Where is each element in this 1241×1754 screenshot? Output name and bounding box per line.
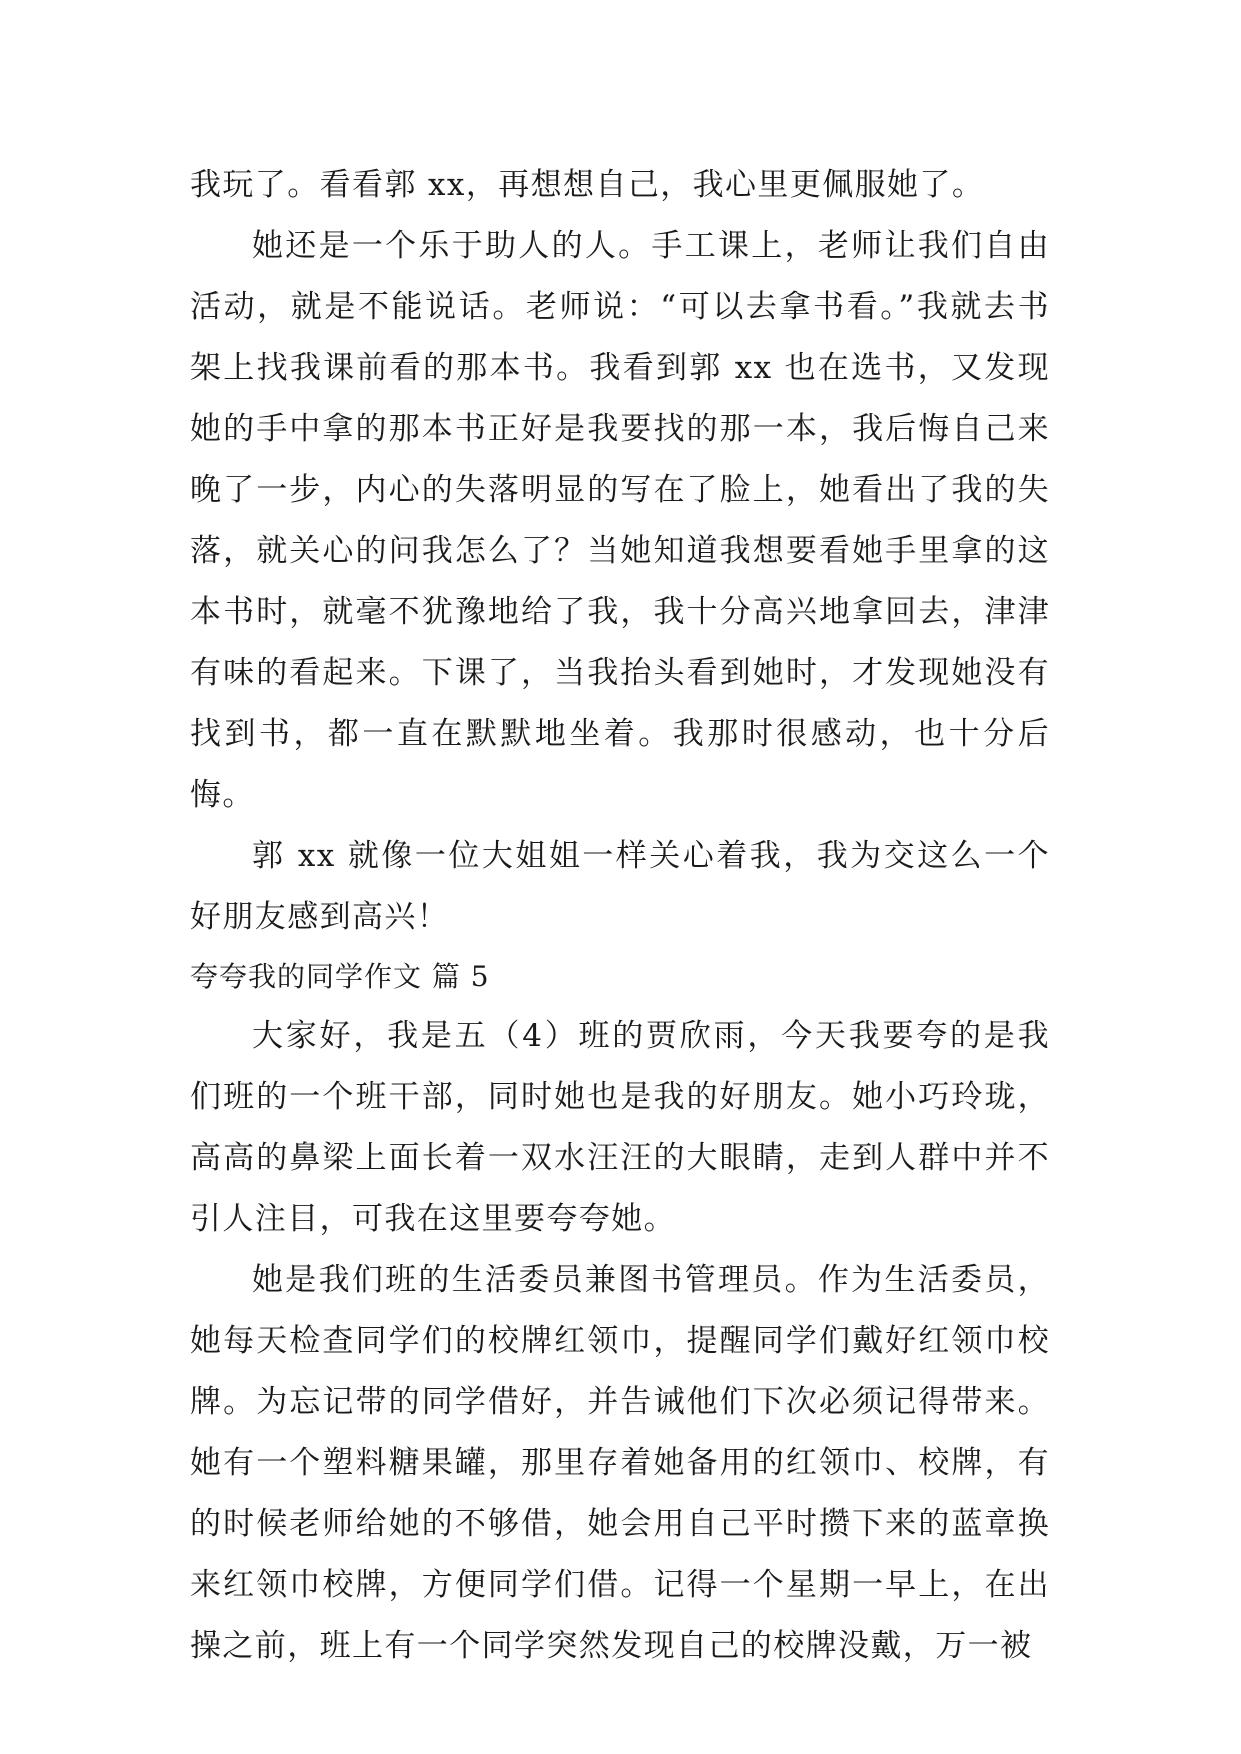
- paragraph-continued: 我玩了。看看郭 xx，再想想自己，我心里更佩服她了。: [190, 167, 985, 203]
- paragraph-intro: 大家好，我是五（4）班的贾欣雨，今天我要夸的是我们班的一个班干部，同时她也是我的好朋友。她小巧玲珑，高高的鼻梁上面长着一双水汪汪的大眼睛，走到人群中并不引人注目，可我在这里要夸夸她。: [190, 1018, 1050, 1237]
- paragraph-conclusion: 郭 xx 就像一位大姐姐一样关心着我，我为交这么一个好朋友感到高兴！: [190, 838, 1050, 935]
- document-body: [190, 155, 1050, 1677]
- section-heading: 夸夸我的同学作文 篇 5: [190, 960, 490, 993]
- paragraph-duties: 她是我们班的生活委员兼图书管理员。作为生活委员，她每天检查同学们的校牌红领巾，提醒同学们戴好红领巾校牌。为忘记带的同学借好，并告诫他们下次必须记得带来。她有一个塑料糖果罐，那里存着她备用的红领巾、校牌，有的时候老师给她的不够借，她会用自己平时攒下来的蓝章换来红领巾校牌，方便同学们借。记得一个星期一早上，在出操之前，班上有一个同学突然发现自己的校牌没戴，万一被: [190, 1262, 1050, 1664]
- paragraph-helping: 她还是一个乐于助人的人。手工课上，老师让我们自由活动，就是不能说话。老师说：“可以去拿书看。”我就去书架上找我课前看的那本书。我看到郭 xx 也在选书，又发现她的手中拿的那本书正好是我要找的那一本，我后悔自己来晚了一步，内心的失落明显的写在了脸上，她看出了我的失落，就关心的问我怎么了？当她知道我想要看她手里拿的这本书时，就毫不犹豫地给了我，我十分高兴地拿回去，津津有味的看起来。下课了，当我抬头看到她时，才发现她没有找到书，都一直在默默地坐着。我那时很感动，也十分后悔。: [190, 228, 1050, 813]
